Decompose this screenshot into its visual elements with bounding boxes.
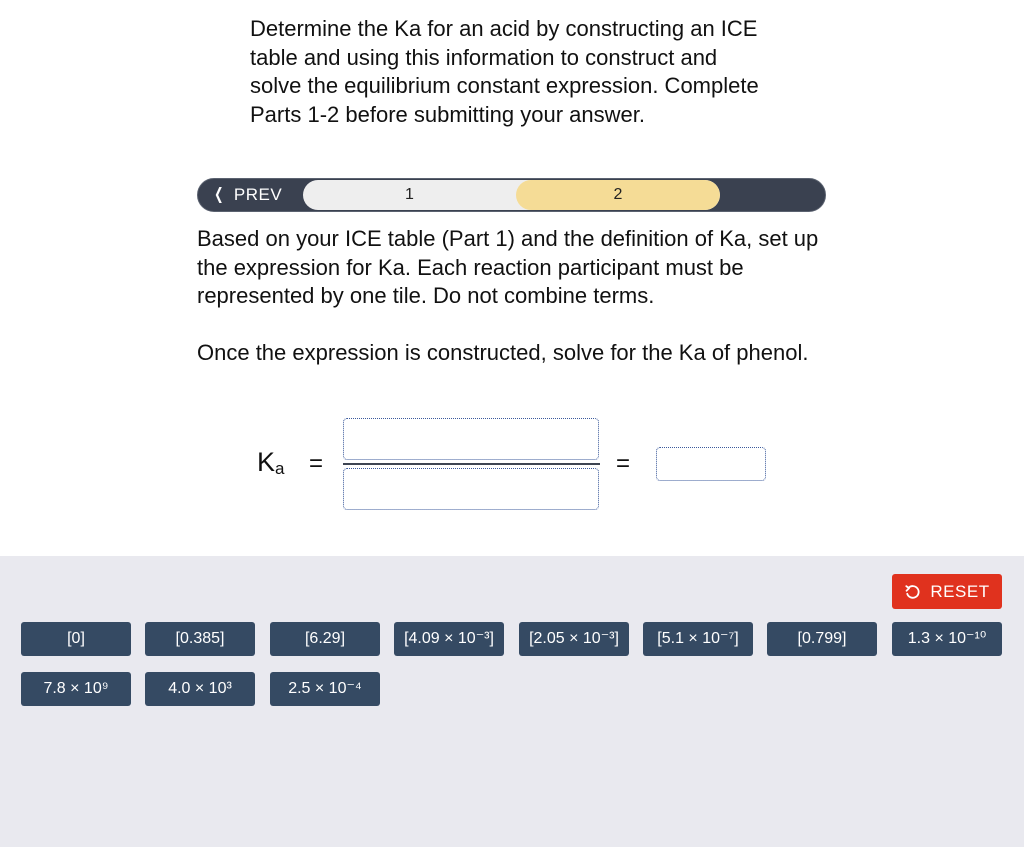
reset-button[interactable]	[892, 574, 1002, 609]
equals-sign: =	[309, 450, 324, 477]
answer-tile[interactable]: [6.29]	[270, 622, 380, 656]
ka-subscript: a	[275, 459, 285, 478]
prev-button[interactable]	[198, 179, 303, 211]
answer-tile[interactable]: [0.385]	[145, 622, 255, 656]
ka-label	[257, 447, 284, 479]
answer-tile[interactable]: 1.3 × 10⁻¹⁰	[892, 622, 1002, 656]
answer-tile[interactable]: [0]	[21, 622, 131, 656]
reset-label: RESET	[930, 581, 990, 601]
numerator-drop-zone[interactable]	[343, 418, 599, 460]
answer-tile[interactable]: [0.799]	[767, 622, 877, 656]
intro-text: Determine the Ka for an acid by constructing an ICE table and using this information to construct and solve the equilibrium constant expression. Complete Parts 1-2 before submitting your answer.	[250, 16, 759, 127]
answer-tile[interactable]: 7.8 × 10⁹	[21, 672, 131, 706]
step-navigation	[197, 178, 826, 212]
question-text: Based on your ICE table (Part 1) and the definition of Ka, set up the expression for Ka. Each reaction participant must be represented by one tile. Do not combine terms.	[197, 226, 819, 309]
denominator-drop-zone[interactable]	[343, 468, 599, 510]
prev-label: PREV	[233, 185, 283, 204]
answer-tile[interactable]: 4.0 × 10³	[145, 672, 255, 706]
answer-drop-zone[interactable]	[656, 447, 766, 481]
chevron-left-icon: ❮	[214, 186, 224, 203]
answer-tile[interactable]: 2.5 × 10⁻⁴	[270, 672, 380, 706]
undo-icon	[904, 583, 922, 601]
answer-tile[interactable]: [2.05 × 10⁻³]	[519, 622, 629, 656]
step-track	[303, 180, 720, 210]
equals-sign-2: =	[616, 450, 631, 477]
answer-tile[interactable]: [4.09 × 10⁻³]	[394, 622, 504, 656]
step-1-tab[interactable]: 1	[405, 186, 414, 203]
answer-tile[interactable]: [5.1 × 10⁻⁷]	[643, 622, 753, 656]
question-text-2: Once the expression is constructed, solve for the Ka of phenol.	[197, 340, 809, 365]
step-2-tab[interactable]: 2	[516, 180, 720, 210]
ka-symbol: K	[257, 447, 276, 477]
fraction-bar	[343, 463, 600, 465]
